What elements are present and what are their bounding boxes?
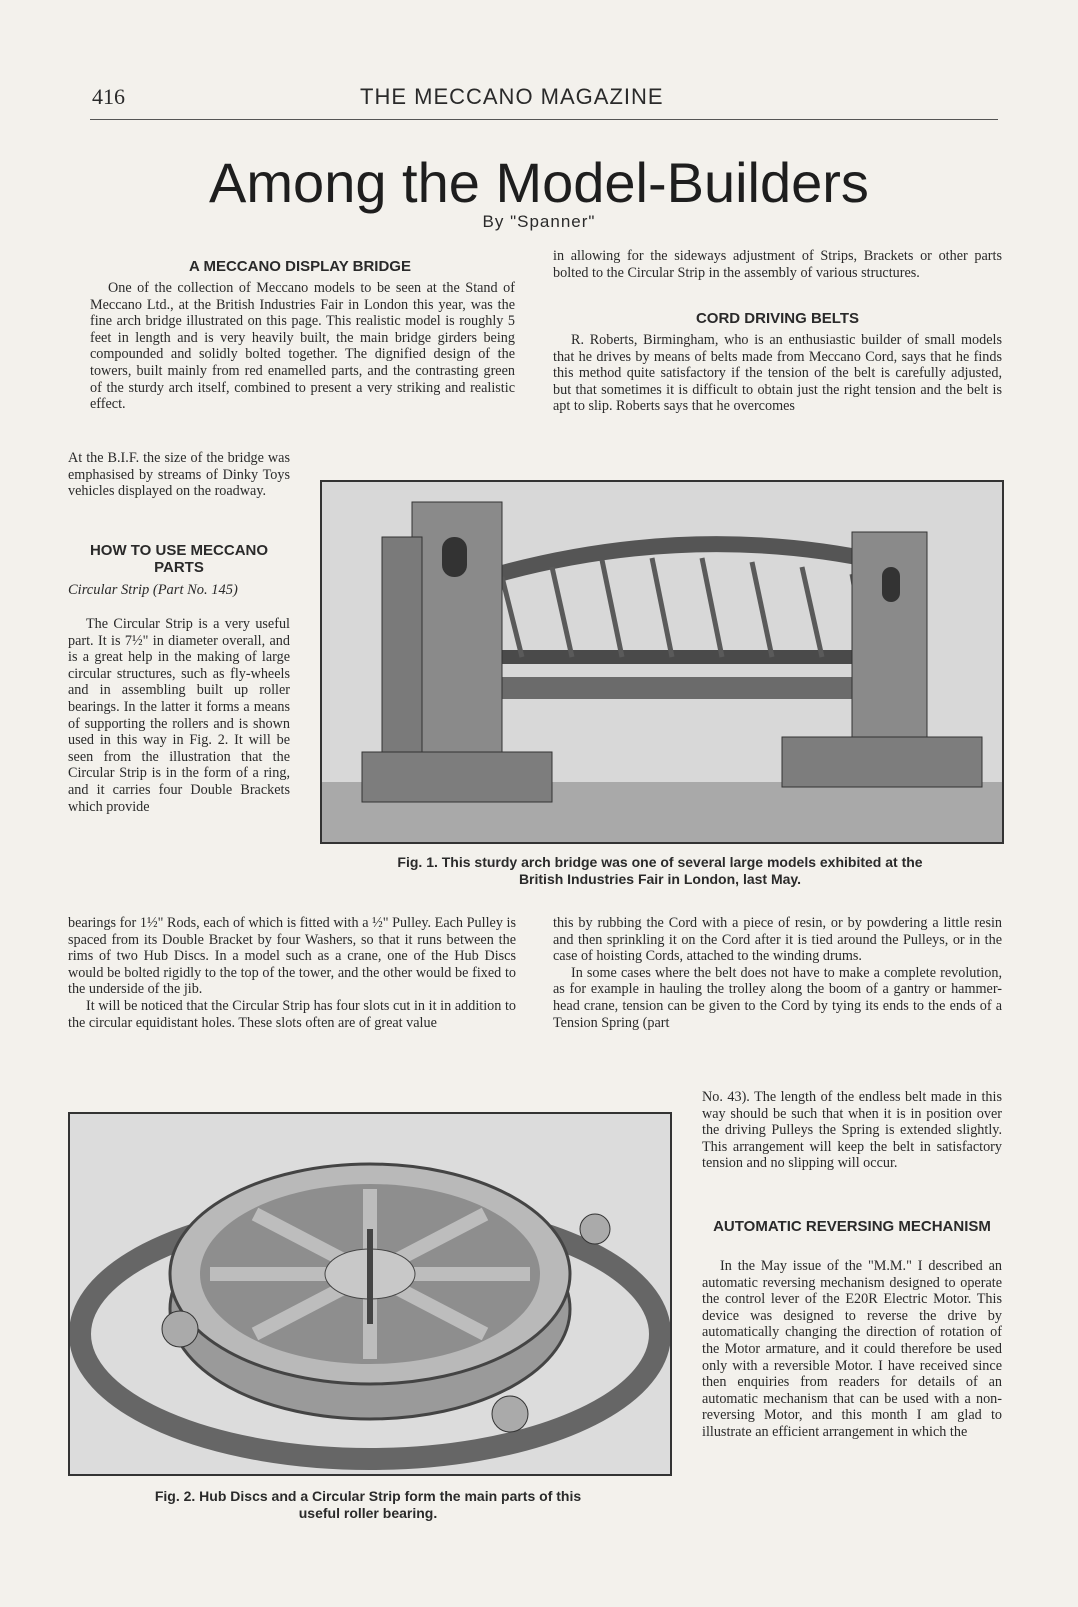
how-to-use-text-narrow xyxy=(68,616,290,815)
how-to-use-text-wide xyxy=(68,915,516,1031)
reversing-p1: In the May issue of the "M.M." I described an automatic reversing mechanism designed to operate the control lever of the E20R Electric Motor. This device was designed to reverse the drive by automatically changing the direction of rotation of the Motor armature, and it could therefore be used only with a reversible Motor. I have received since then enquiries from readers for details of an automatic mechanism that can be used with a non-reversing Motor, and this month I am glad to illustrate an efficient arrangement in which the xyxy=(702,1258,1002,1440)
cord-belts-p1: R. Roberts, Birmingham, who is an enthusiastic builder of small models that he drives by means of belts made from Meccano Cord, says that he finds this method quite satisfactory if the tension of the belt is carefully adjusted, but that sometimes it is difficult to obtain just the right tension and the belt is apt to slip. Roberts says that he overcomes xyxy=(553,332,1002,415)
cord-belts-text xyxy=(553,332,1002,415)
page-number: 416 xyxy=(92,84,125,109)
header-rule xyxy=(90,119,998,120)
cord-belts-text-continued xyxy=(553,915,1002,1031)
article-title: Among the Model-Builders xyxy=(209,151,869,214)
display-bridge-text-narrow xyxy=(68,450,290,500)
figure-1-caption-line-2: British Industries Fair in London, last May. xyxy=(518,871,802,887)
cord-belts-p1-continued: this by rubbing the Cord with a piece of resin, or by powdering a little resin and then sprinkling it on the Cord after it is tied around the Pulleys, or in the case of hoisting Cords, attached to the winding drums. xyxy=(553,915,1002,965)
how-to-use-p1-continued: bearings for 1½" Rods, each of which is fitted with a ½" Pulley. Each Pulley is spaced from its Double Bracket by four Washers, so that it runs between the rims of two Hub Discs. In a model such as a crane, one of the Hub Discs would be bolted rigidly to the top of the tower, and the other would be fixed to the underside of the jib. xyxy=(68,915,516,998)
cord-belts-p2-continued: No. 43). The length of the endless belt made in this way should be such that when it is in position over the driving Pulleys the Spring is extended slightly. This arrangement will keep the belt in satisfactory tension and no slipping will occur. xyxy=(702,1089,1002,1172)
figure-2-caption-line-1: Fig. 2. Hub Discs and a Circular Strip form the main parts of this xyxy=(154,1488,582,1504)
figure-1-caption-line-1: Fig. 1. This sturdy arch bridge was one of several large models exhibited at the xyxy=(397,854,923,870)
how-to-use-p1: The Circular Strip is a very useful part. It is 7½" in diameter overall, and is a great help in the making of large circular structures, such as fly-wheels and in assembling built up roller bearings. In the latter it forms a means of supporting the rollers and is shown used in this way in Fig. 2. It will be seen from the illustration that the Circular Strip is in the form of a ring, and it carries four Double Brackets which provide xyxy=(68,616,290,815)
how-to-use-continued-text xyxy=(553,248,1002,281)
subheading-circular-strip: Circular Strip (Part No. 145) xyxy=(68,582,238,598)
figure-2-caption-line-2: useful roller bearing. xyxy=(298,1505,438,1521)
cord-belts-p2: In some cases where the belt does not have to make a complete revolution, as for example in hauling the trolley along the boom of a gantry or hammer-head crane, tension can be given to the Cord by tying its ends to the ends of a Tension Spring (part xyxy=(553,964,1002,1031)
heading-cord-belts: CORD DRIVING BELTS xyxy=(695,310,860,327)
how-to-use-p2-continued: in allowing for the sideways adjustment of Strips, Brackets or other parts bolted to the Circular Strip in the assembly of various structures. xyxy=(553,248,1002,281)
figure-1-caption xyxy=(320,854,1000,888)
reversing-text xyxy=(702,1258,1002,1441)
figure-2-roller-bearing xyxy=(68,1112,672,1476)
display-bridge-p1: One of the collection of Meccano models to be seen at the Stand of Meccano Ltd., at the British Industries Fair in London this year, was the fine arch bridge illustrated on this page. This realistic model is roughly 5 feet in length and is very heavily built, the main bridge girders being compounded and solidly bolted together. The dignified design of the towers, built mainly from red enamelled parts, and the contrasting green of the sturdy arch itself, combined to present a very striking and realistic effect. xyxy=(90,280,515,413)
roller-bearing-illustration xyxy=(70,1114,670,1474)
figure-1-bridge xyxy=(320,480,1004,844)
running-head: THE MECCANO MAGAZINE xyxy=(360,84,664,109)
heading-how-to-use: HOW TO USE MECCANO PARTS xyxy=(89,542,269,576)
heading-reversing: AUTOMATIC REVERSING MECHANISM xyxy=(713,1218,991,1235)
article-byline: By "Spanner" xyxy=(482,212,596,231)
display-bridge-text xyxy=(90,280,515,413)
how-to-use-p2: It will be noticed that the Circular Strip has four slots cut in it in addition to the circular equidistant holes. These slots often are of great value xyxy=(68,997,516,1031)
figure-2-caption xyxy=(68,1488,668,1522)
bridge-illustration xyxy=(322,482,1002,842)
display-bridge-p2: At the B.I.F. the size of the bridge was emphasised by streams of Dinky Toys vehicles displayed on the roadway. xyxy=(68,450,290,500)
cord-belts-text-narrow xyxy=(702,1089,1002,1172)
heading-display-bridge: A MECCANO DISPLAY BRIDGE xyxy=(189,258,411,275)
